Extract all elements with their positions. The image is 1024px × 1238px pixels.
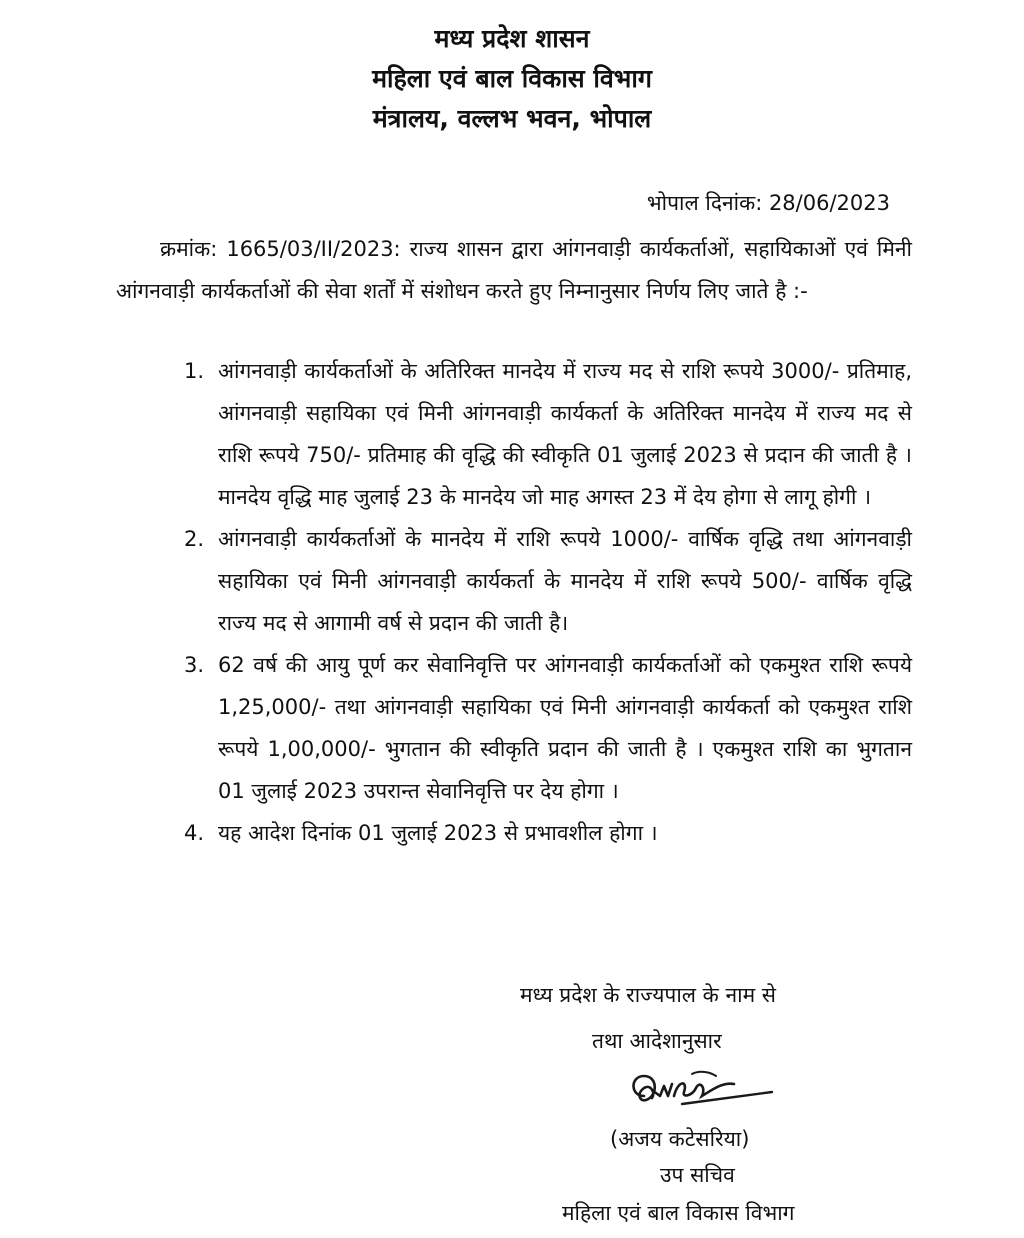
signatory-department: महिला एवं बाल विकास विभाग [562,1201,795,1225]
order-point-2 [170,518,912,644]
order-point-3 [170,644,912,812]
order-point-number: 4. [184,821,205,845]
order-point-number: 2. [184,527,205,551]
order-point-text: यह आदेश दिनांक 01 जुलाई 2023 से प्रभावशील होगा । [218,821,658,845]
date-line: भोपाल दिनांक: 28/06/2023 [646,191,890,215]
order-point-number: 3. [184,653,205,677]
order-point-text: आंगनवाड़ी कार्यकर्ताओं के मानदेय में राशि रूपये 1000/- वार्षिक वृद्धि तथा आंगनवाड़ी सहायिका एवं मिनी आंगनवाड़ी कार्यकर्ता के मानदेय में राशि रूपये 500/- वार्षिक वृद्धि राज्य मद से आगामी वर्ष से प्रदान की जाती है। [218,527,912,635]
signatory-name: (अजय कटेसरिया) [610,1127,750,1151]
order-points [170,350,912,854]
order-point-1 [170,350,912,518]
header-government: मध्य प्रदेश शासन [434,24,590,53]
header-address: मंत्रालय, वल्लभ भवन, भोपाल [372,104,652,133]
handwritten-signature [622,1066,782,1114]
order-intro: क्रमांक: 1665/03/II/2023: राज्य शासन द्वारा आंगनवाड़ी कार्यकर्ताओं, सहायिकाओं एवं मिनी आंगनवाड़ी कार्यकर्ताओं की सेवा शर्तों में संशोधन करते हुए निम्नानुसार निर्णय लिए जाते है :- [116,237,912,303]
order-point-number: 1. [184,359,205,383]
order-point-text: आंगनवाड़ी कार्यकर्ताओं के अतिरिक्त मानदेय में राज्य मद से राशि रूपये 3000/- प्रतिमाह, आंगनवाड़ी सहायिका एवं मिनी आंगनवाड़ी कार्यकर्ता के अतिरिक्त मानदेय में राज्य मद से राशि रूपये 750/- प्रतिमाह की वृद्धि की स्वीकृति 01 जुलाई 2023 से प्रदान की जाती है । मानदेय वृद्धि माह जुलाई 23 के मानदेय जो माह अगस्त 23 में देय होगा से लागू होगी । [218,359,912,509]
order-point-4 [170,812,912,854]
header-department: महिला एवं बाल विकास विभाग [372,64,652,93]
signoff-order-line: तथा आदेशानुसार [592,1029,722,1053]
signatory-designation: उप सचिव [660,1163,735,1187]
signoff-governor-line: मध्य प्रदेश के राज्यपाल के नाम से [520,983,776,1007]
order-point-text: 62 वर्ष की आयु पूर्ण कर सेवानिवृत्ति पर आंगनवाड़ी कार्यकर्ताओं को एकमुश्त राशि रूपये 1,25,000/- तथा आंगनवाड़ी सहायिका एवं मिनी आंगनवाड़ी कार्यकर्ता को एकमुश्त राशि रूपये 1,00,000/- भुगतान की स्वीकृति प्रदान की जाती है । एकमुश्त राशि का भुगतान 01 जुलाई 2023 उपरान्त सेवानिवृत्ति पर देय होगा । [218,653,912,803]
